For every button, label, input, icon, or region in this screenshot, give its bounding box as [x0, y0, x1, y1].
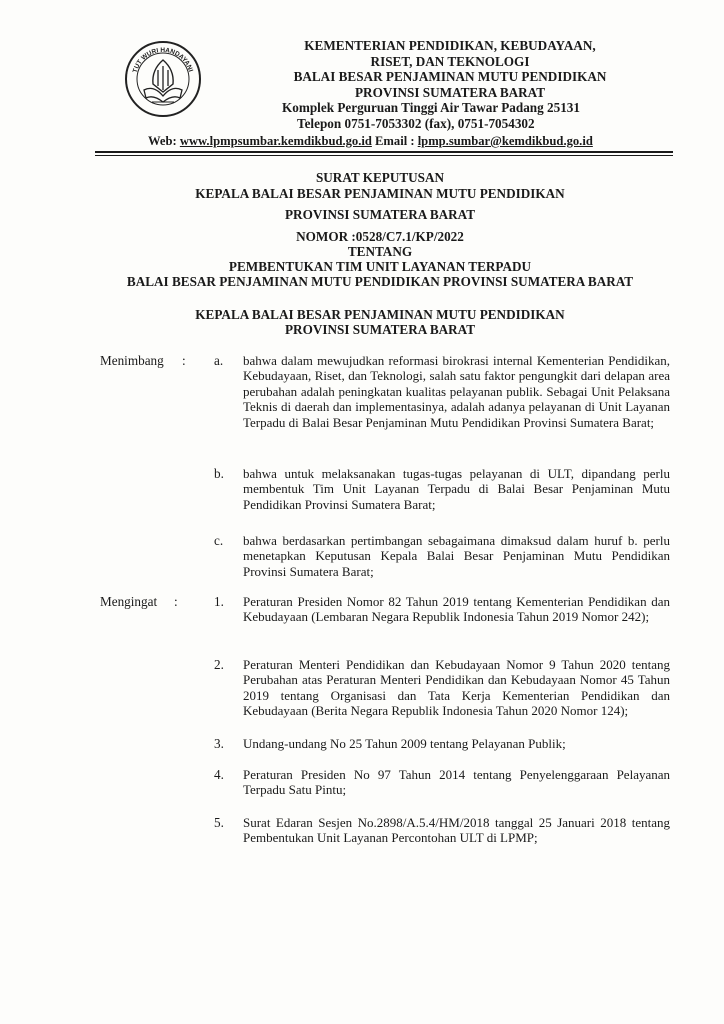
- doc-type: SURAT KEPUTUSAN: [315, 170, 445, 185]
- item-mark: 1.: [214, 594, 224, 609]
- item-mark: c.: [214, 533, 224, 548]
- item-mark: 3.: [214, 736, 224, 751]
- mengingat-item: Peraturan Presiden No 97 Tahun 2014 tentang Penyelenggaraan Pelayanan Terpadu Satu Pintu;: [243, 767, 670, 798]
- item-mark: b.: [214, 466, 224, 481]
- menimbang-label: Menimbang :: [100, 353, 186, 368]
- web-label: Web:: [148, 134, 180, 148]
- doc-issuer: KEPALA BALAI BESAR PENJAMINAN MUTU PENDIDIKAN: [195, 186, 565, 201]
- letterhead: [210, 38, 690, 132]
- menimbang-item: bahwa untuk melaksanakan tugas-tugas pelayanan di ULT, dipandang perlu membentuk Tim Unit Layanan Terpadu di Balai Besar Penjaminan Mutu Pendidikan Provinsi Sumatera Barat;: [243, 466, 670, 512]
- official-province: PROVINSI SUMATERA BARAT: [284, 322, 476, 337]
- email-link[interactable]: lpmp.sumbar@kemdikbud.go.id: [417, 134, 593, 148]
- tut-wuri-handayani-logo: [122, 40, 204, 118]
- mengingat-item: Peraturan Presiden Nomor 82 Tahun 2019 tentang Kementerian Pendidikan dan Kebudayaan (Lembaran Negara Republik Indonesia Tahun 2019 Nomor 242);: [243, 594, 670, 625]
- doc-about: TENTANG: [347, 244, 413, 259]
- letterhead-contact: [148, 134, 688, 149]
- doc-subject: PEMBENTUKAN TIM UNIT LAYANAN TERPADU: [228, 259, 532, 274]
- header-rule-thin: [95, 155, 673, 156]
- mengingat-item: Surat Edaran Sesjen No.2898/A.5.4/HM/2018 tanggal 25 Januari 2018 tentang Pembentukan Unit Layanan Percontohan ULT di LPMP;: [243, 815, 670, 846]
- official-title: KEPALA BALAI BESAR PENJAMINAN MUTU PENDIDIKAN: [195, 307, 565, 322]
- web-link[interactable]: www.lpmpsumbar.kemdikbud.go.id: [179, 134, 372, 148]
- doc-issuer-province: PROVINSI SUMATERA BARAT: [284, 207, 476, 222]
- svg-text:TUT WURI HANDAYANI: TUT WURI HANDAYANI: [131, 46, 194, 74]
- mengingat-label: Mengingat :: [100, 594, 178, 609]
- header-rule-thick: [95, 151, 673, 153]
- email-label: Email :: [371, 134, 418, 148]
- letterhead-line: RISET, DAN TEKNOLOGI: [370, 53, 530, 69]
- item-mark: a.: [214, 353, 224, 368]
- menimbang-item: bahwa dalam mewujudkan reformasi birokrasi internal Kementerian Pendidikan, Kebudayaan, Riset, dan Teknologi, salah satu faktor pengungkit dari delapan area perubahan adalah peningkatan kualitas pelayanan publik. Sebagai Unit Pelaksana Teknis di daerah dan implementasinya, adalah adanya pelayanan di Unit Layanan Terpadu di Balai Besar Penjaminan Mutu Pendidikan Provinsi Sumatera Barat;: [243, 353, 670, 430]
- menimbang-item: bahwa berdasarkan pertimbangan sebagaimana dimaksud dalam huruf b. perlu menetapkan Keputusan Kepala Balai Besar Penjaminan Mutu Pendidikan Provinsi Sumatera Barat;: [243, 533, 670, 579]
- doc-subject-org: BALAI BESAR PENJAMINAN MUTU PENDIDIKAN PROVINSI SUMATERA BARAT: [126, 274, 634, 289]
- letterhead-line: KEMENTERIAN PENDIDIKAN, KEBUDAYAAN,: [304, 38, 596, 53]
- letterhead-address: Komplek Perguruan Tinggi Air Tawar Padang 25131: [282, 100, 580, 116]
- mengingat-item: Undang-undang No 25 Tahun 2009 tentang Pelayanan Publik;: [243, 736, 566, 751]
- letterhead-phone: Telepon 0751-7053302 (fax), 0751-7054302: [297, 115, 535, 131]
- item-mark: 2.: [214, 657, 224, 672]
- doc-number: NOMOR :0528/C7.1/KP/2022: [296, 229, 464, 244]
- letterhead-line: BALAI BESAR PENJAMINAN MUTU PENDIDIKAN: [293, 69, 607, 85]
- item-mark: 4.: [214, 767, 224, 782]
- mengingat-item: Peraturan Menteri Pendidikan dan Kebudayaan Nomor 9 Tahun 2020 tentang Perubahan atas Peraturan Menteri Pendidikan dan Kebudayaan Nomor 45 Tahun 2019 tentang Organisasi dan Tata Kerja Kementerian Pendidikan dan Kebudayaan (Berita Negara Republik Indonesia Tahun 2020 Nomor 124);: [243, 657, 670, 719]
- item-mark: 5.: [214, 815, 224, 830]
- letterhead-line: PROVINSI SUMATERA BARAT: [354, 84, 546, 100]
